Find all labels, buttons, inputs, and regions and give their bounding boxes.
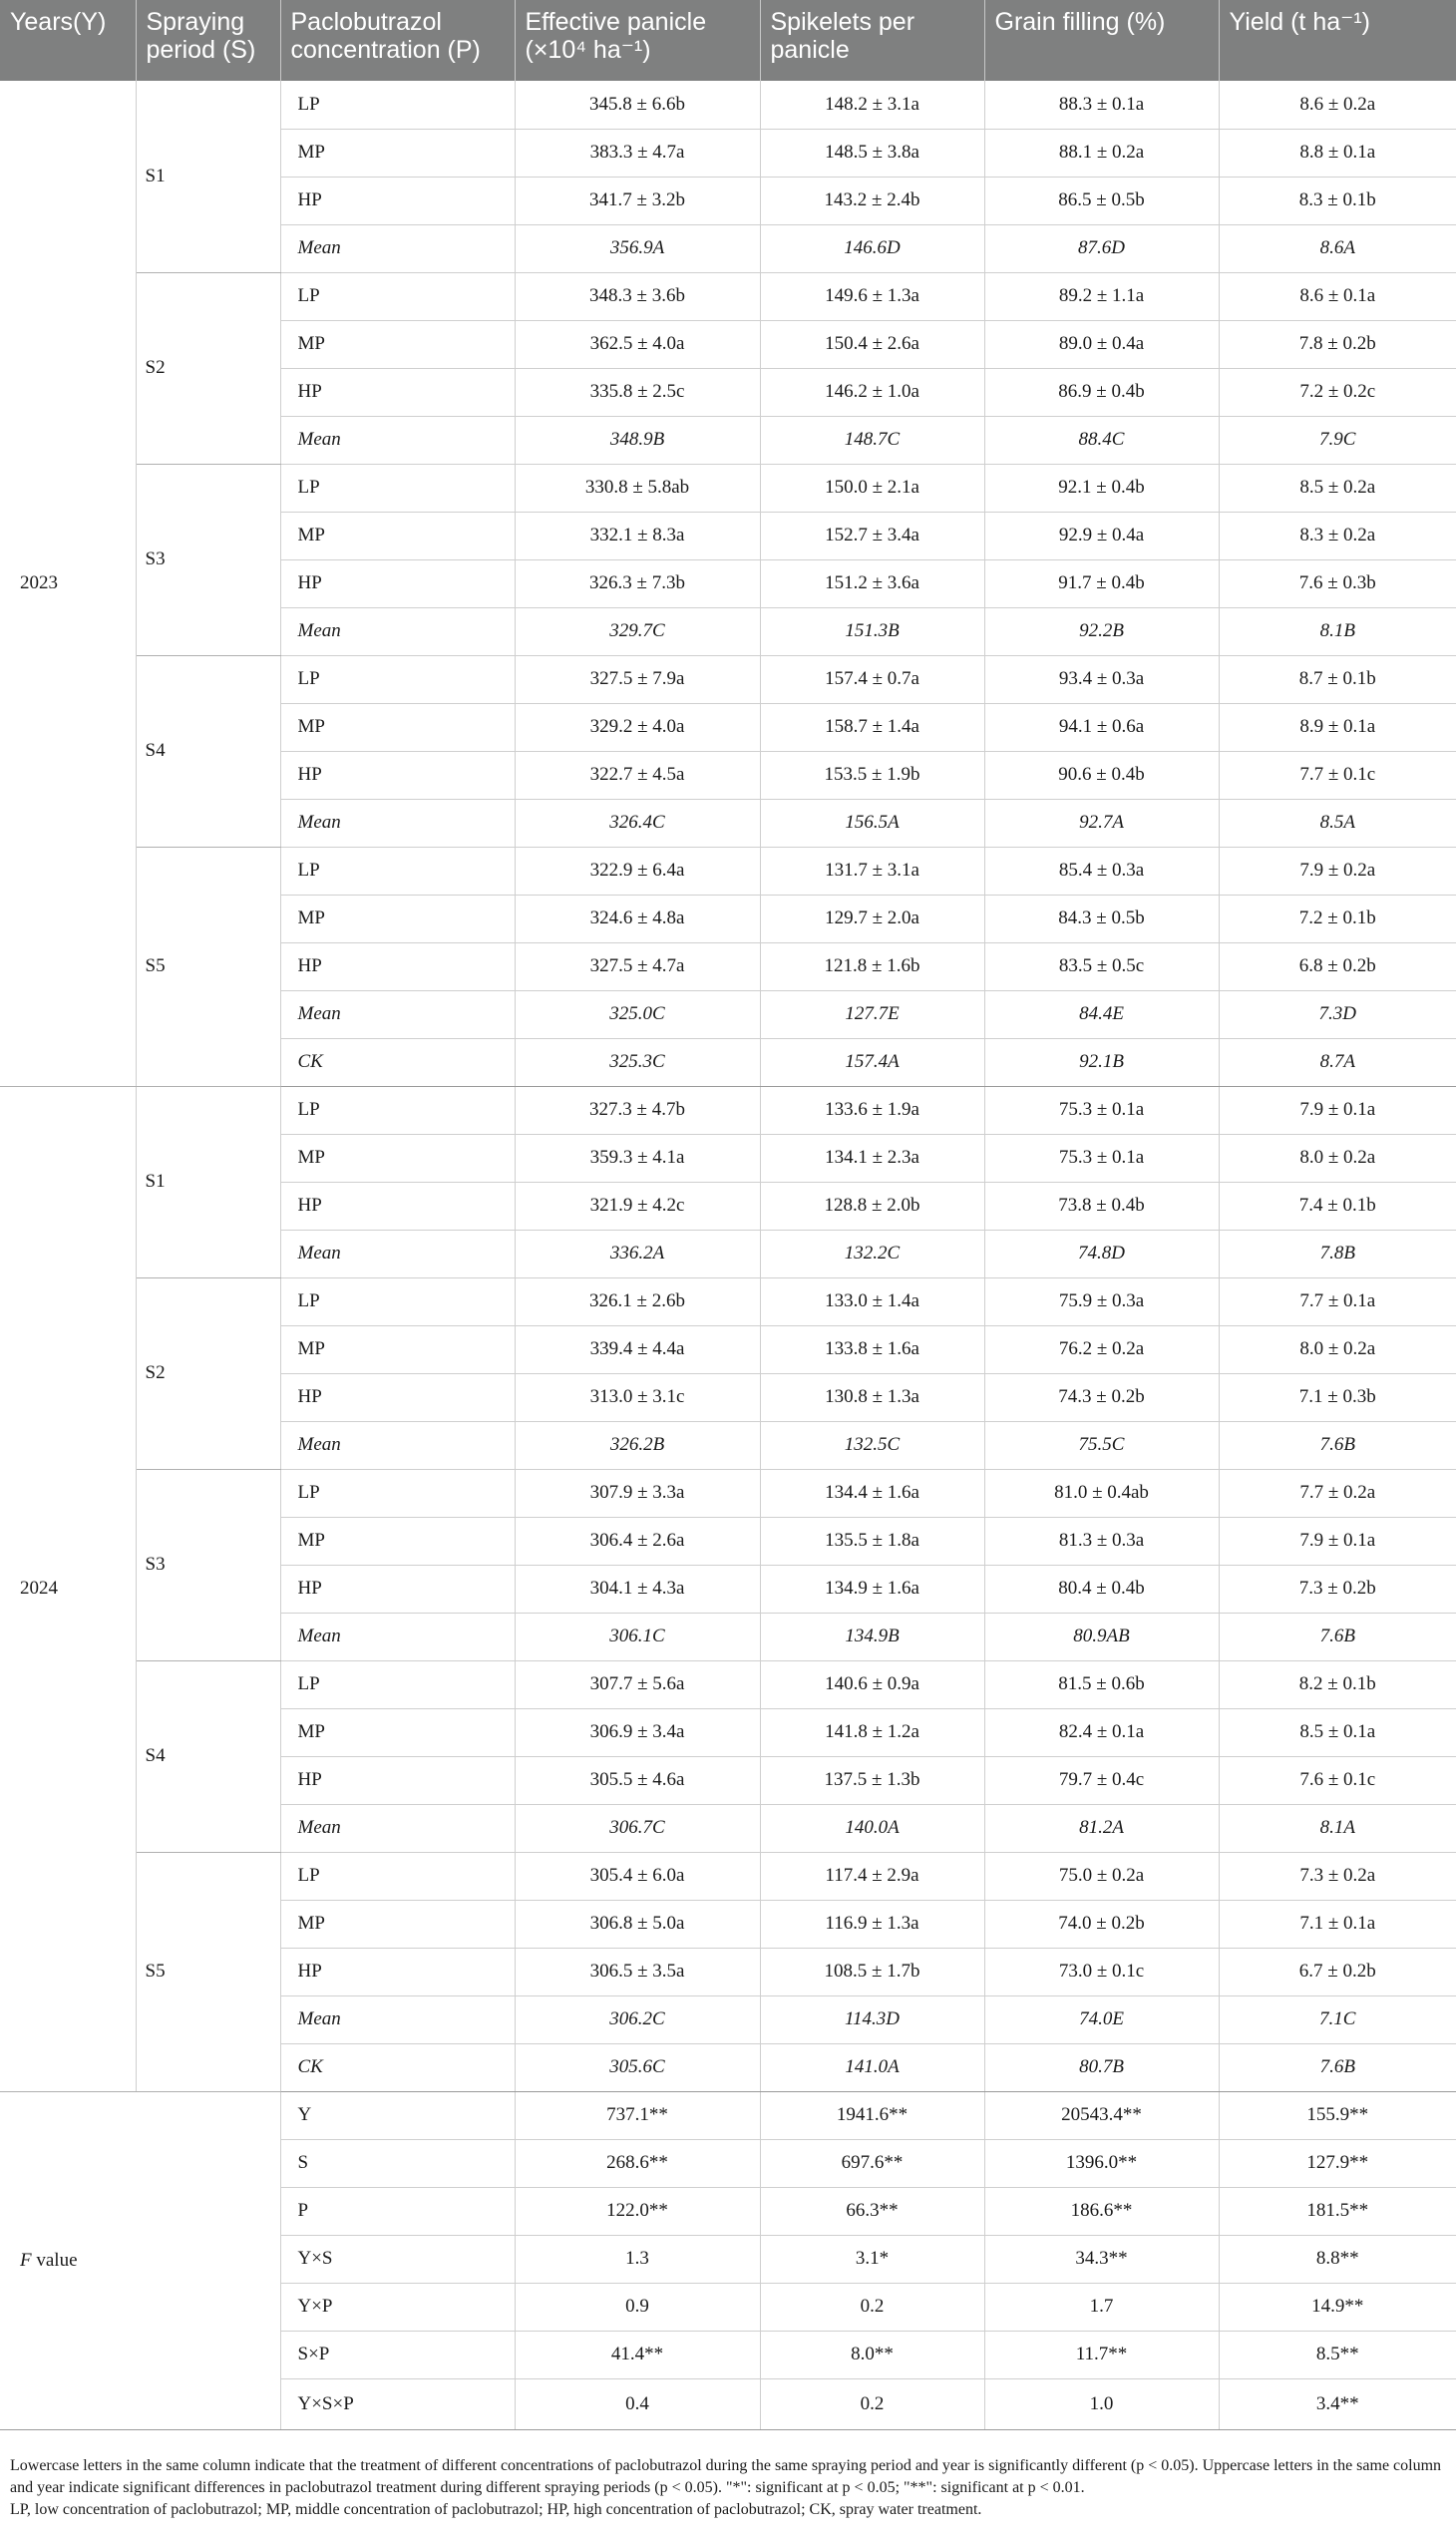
fvalue-italic-f: F [20, 2249, 32, 2271]
panicle-cell: 305.5 ± 4.6a [515, 1756, 760, 1804]
yield-cell: 7.3D [1219, 990, 1456, 1038]
yield-fvalue-cell: 181.5** [1219, 2187, 1456, 2235]
table-row [0, 655, 1456, 703]
yield-fvalue-cell: 3.4** [1219, 2378, 1456, 2429]
spikelets-fvalue-cell: 66.3** [760, 2187, 984, 2235]
year-cell: 2024 [0, 1086, 136, 2091]
concentration-cell: MP [280, 512, 515, 559]
panicle-cell: 306.5 ± 3.5a [515, 1948, 760, 1995]
yield-cell: 7.9 ± 0.1a [1219, 1517, 1456, 1565]
grain-cell: 93.4 ± 0.3a [984, 655, 1219, 703]
spikelets-cell: 140.6 ± 0.9a [760, 1660, 984, 1708]
concentration-cell: Mean [280, 416, 515, 464]
panicle-fvalue-cell: 268.6** [515, 2139, 760, 2187]
grain-cell: 73.8 ± 0.4b [984, 1182, 1219, 1230]
fvalue-factor-cell: Y×S [280, 2235, 515, 2283]
spikelets-cell: 135.5 ± 1.8a [760, 1517, 984, 1565]
grain-cell: 80.7B [984, 2043, 1219, 2091]
panicle-cell: 313.0 ± 3.1c [515, 1373, 760, 1421]
spikelets-cell: 114.3D [760, 1995, 984, 2043]
spikelets-cell: 146.6D [760, 224, 984, 272]
panicle-fvalue-cell: 1.3 [515, 2235, 760, 2283]
concentration-cell: HP [280, 177, 515, 224]
spikelets-cell: 134.9B [760, 1613, 984, 1660]
footnote-significance: Lowercase letters in the same column indicate that the treatment of different concentrations of paclobutrazol during the same spraying period and year is significantly different (p < 0.05). Uppercase letters in the same column and year indicate significant differences in paclobutrazol treatment during different spraying periods (p < 0.05). "*": significant at p < 0.05; "**": significant at p < 0.01. [10, 2457, 1442, 2496]
period-cell: S2 [136, 1277, 280, 1469]
concentration-cell: Mean [280, 990, 515, 1038]
concentration-cell: LP [280, 1660, 515, 1708]
grain-cell: 81.3 ± 0.3a [984, 1517, 1219, 1565]
concentration-cell: Mean [280, 1613, 515, 1660]
grain-cell: 80.4 ± 0.4b [984, 1565, 1219, 1613]
spikelets-cell: 134.9 ± 1.6a [760, 1565, 984, 1613]
spikelets-cell: 151.3B [760, 607, 984, 655]
panicle-cell: 307.9 ± 3.3a [515, 1469, 760, 1517]
grain-cell: 84.4E [984, 990, 1219, 1038]
table-row [0, 1660, 1456, 1708]
grain-cell: 75.3 ± 0.1a [984, 1086, 1219, 1134]
yield-cell: 7.7 ± 0.2a [1219, 1469, 1456, 1517]
grain-cell: 92.7A [984, 799, 1219, 847]
header-period: Spraying period (S) [136, 0, 280, 81]
spikelets-cell: 108.5 ± 1.7b [760, 1948, 984, 1995]
concentration-cell: HP [280, 1373, 515, 1421]
concentration-cell: HP [280, 1565, 515, 1613]
concentration-cell: Mean [280, 1421, 515, 1469]
fvalue-label-rest: value [31, 2249, 78, 2271]
yield-cell: 8.6A [1219, 224, 1456, 272]
header-yield: Yield (t ha⁻¹) [1219, 0, 1456, 81]
yield-cell: 8.7A [1219, 1038, 1456, 1086]
spikelets-cell: 134.1 ± 2.3a [760, 1134, 984, 1182]
header-concentration: Paclobutrazol concentration (P) [280, 0, 515, 81]
yield-cell: 8.0 ± 0.2a [1219, 1325, 1456, 1373]
yield-cell: 7.7 ± 0.1c [1219, 751, 1456, 799]
spikelets-fvalue-cell: 3.1* [760, 2235, 984, 2283]
table-row [0, 1852, 1456, 1900]
panicle-cell: 306.8 ± 5.0a [515, 1900, 760, 1948]
panicle-fvalue-cell: 0.4 [515, 2378, 760, 2429]
yield-fvalue-cell: 127.9** [1219, 2139, 1456, 2187]
concentration-cell: MP [280, 703, 515, 751]
panicle-cell: 348.3 ± 3.6b [515, 272, 760, 320]
grain-cell: 86.5 ± 0.5b [984, 177, 1219, 224]
yield-cell: 7.6B [1219, 1613, 1456, 1660]
grain-cell: 92.9 ± 0.4a [984, 512, 1219, 559]
grain-fvalue-cell: 1.7 [984, 2283, 1219, 2331]
table-row [0, 272, 1456, 320]
grain-cell: 89.0 ± 0.4a [984, 320, 1219, 368]
table-row [0, 847, 1456, 895]
concentration-cell: LP [280, 1852, 515, 1900]
panicle-cell: 348.9B [515, 416, 760, 464]
yield-cell: 8.1A [1219, 1804, 1456, 1852]
concentration-cell: LP [280, 464, 515, 512]
panicle-cell: 306.7C [515, 1804, 760, 1852]
yield-cell: 8.8 ± 0.1a [1219, 129, 1456, 177]
concentration-cell: HP [280, 1756, 515, 1804]
panicle-cell: 341.7 ± 3.2b [515, 177, 760, 224]
grain-cell: 74.8D [984, 1230, 1219, 1277]
table-row [0, 1469, 1456, 1517]
concentration-cell: MP [280, 1325, 515, 1373]
grain-fvalue-cell: 11.7** [984, 2331, 1219, 2378]
period-cell: S1 [136, 1086, 280, 1277]
yield-cell: 7.2 ± 0.2c [1219, 368, 1456, 416]
yield-cell: 7.3 ± 0.2b [1219, 1565, 1456, 1613]
spikelets-cell: 132.2C [760, 1230, 984, 1277]
spikelets-cell: 148.5 ± 3.8a [760, 129, 984, 177]
yield-cell: 7.4 ± 0.1b [1219, 1182, 1456, 1230]
concentration-cell: LP [280, 1469, 515, 1517]
concentration-cell: HP [280, 1182, 515, 1230]
period-cell: S4 [136, 655, 280, 847]
concentration-cell: HP [280, 368, 515, 416]
yield-cell: 7.6B [1219, 2043, 1456, 2091]
fvalue-factor-cell: S [280, 2139, 515, 2187]
panicle-cell: 327.5 ± 4.7a [515, 942, 760, 990]
concentration-cell: HP [280, 751, 515, 799]
spikelets-cell: 158.7 ± 1.4a [760, 703, 984, 751]
spikelets-cell: 151.2 ± 3.6a [760, 559, 984, 607]
grain-fvalue-cell: 34.3** [984, 2235, 1219, 2283]
spikelets-cell: 137.5 ± 1.3b [760, 1756, 984, 1804]
grain-cell: 92.1B [984, 1038, 1219, 1086]
panicle-fvalue-cell: 0.9 [515, 2283, 760, 2331]
concentration-cell: Mean [280, 799, 515, 847]
yield-cell: 8.6 ± 0.2a [1219, 81, 1456, 129]
grain-cell: 94.1 ± 0.6a [984, 703, 1219, 751]
header-spikelets: Spikelets per panicle [760, 0, 984, 81]
yield-cell: 7.6 ± 0.3b [1219, 559, 1456, 607]
table-row [0, 464, 1456, 512]
spikelets-cell: 133.6 ± 1.9a [760, 1086, 984, 1134]
grain-cell: 80.9AB [984, 1613, 1219, 1660]
table-row [0, 1277, 1456, 1325]
concentration-cell: LP [280, 81, 515, 129]
concentration-cell: MP [280, 129, 515, 177]
panicle-cell: 356.9A [515, 224, 760, 272]
yield-fvalue-cell: 14.9** [1219, 2283, 1456, 2331]
panicle-cell: 324.6 ± 4.8a [515, 895, 760, 942]
spikelets-cell: 150.0 ± 2.1a [760, 464, 984, 512]
panicle-cell: 325.0C [515, 990, 760, 1038]
panicle-cell: 359.3 ± 4.1a [515, 1134, 760, 1182]
grain-cell: 75.3 ± 0.1a [984, 1134, 1219, 1182]
concentration-cell: Mean [280, 224, 515, 272]
concentration-cell: LP [280, 847, 515, 895]
grain-cell: 92.1 ± 0.4b [984, 464, 1219, 512]
concentration-cell: CK [280, 1038, 515, 1086]
grain-cell: 90.6 ± 0.4b [984, 751, 1219, 799]
spikelets-cell: 141.0A [760, 2043, 984, 2091]
grain-fvalue-cell: 186.6** [984, 2187, 1219, 2235]
grain-cell: 86.9 ± 0.4b [984, 368, 1219, 416]
yield-cell: 7.1 ± 0.3b [1219, 1373, 1456, 1421]
concentration-cell: LP [280, 1086, 515, 1134]
spikelets-cell: 133.8 ± 1.6a [760, 1325, 984, 1373]
grain-fvalue-cell: 20543.4** [984, 2091, 1219, 2139]
spikelets-fvalue-cell: 8.0** [760, 2331, 984, 2378]
grain-cell: 81.2A [984, 1804, 1219, 1852]
panicle-cell: 326.4C [515, 799, 760, 847]
yield-cell: 7.3 ± 0.2a [1219, 1852, 1456, 1900]
fvalue-label [0, 2091, 280, 2429]
yield-cell: 8.3 ± 0.1b [1219, 177, 1456, 224]
grain-cell: 84.3 ± 0.5b [984, 895, 1219, 942]
grain-cell: 79.7 ± 0.4c [984, 1756, 1219, 1804]
year-cell: 2023 [0, 81, 136, 1086]
concentration-cell: MP [280, 1517, 515, 1565]
spikelets-cell: 157.4 ± 0.7a [760, 655, 984, 703]
panicle-cell: 327.3 ± 4.7b [515, 1086, 760, 1134]
grain-cell: 85.4 ± 0.3a [984, 847, 1219, 895]
yield-cell: 8.5A [1219, 799, 1456, 847]
concentration-cell: MP [280, 895, 515, 942]
table-footnote [10, 2455, 1446, 2521]
footnote-abbreviations: LP, low concentration of paclobutrazol; MP, middle concentration of paclobutrazol; HP, high concentration of paclobutrazol; CK, spray water treatment. [10, 2501, 982, 2518]
panicle-cell: 326.1 ± 2.6b [515, 1277, 760, 1325]
table-body [0, 81, 1456, 2429]
yield-cell: 8.6 ± 0.1a [1219, 272, 1456, 320]
grain-cell: 75.5C [984, 1421, 1219, 1469]
table-row [0, 1086, 1456, 1134]
grain-fvalue-cell: 1396.0** [984, 2139, 1219, 2187]
yield-cell: 8.5 ± 0.1a [1219, 1708, 1456, 1756]
grain-cell: 88.4C [984, 416, 1219, 464]
yield-cell: 7.6 ± 0.1c [1219, 1756, 1456, 1804]
fvalue-factor-cell: Y [280, 2091, 515, 2139]
grain-cell: 87.6D [984, 224, 1219, 272]
panicle-cell: 329.2 ± 4.0a [515, 703, 760, 751]
spikelets-fvalue-cell: 697.6** [760, 2139, 984, 2187]
header-years: Years(Y) [0, 0, 136, 81]
spikelets-cell: 143.2 ± 2.4b [760, 177, 984, 224]
concentration-cell: Mean [280, 607, 515, 655]
panicle-cell: 332.1 ± 8.3a [515, 512, 760, 559]
concentration-cell: MP [280, 1900, 515, 1948]
panicle-cell: 305.4 ± 6.0a [515, 1852, 760, 1900]
fvalue-factor-cell: Y×S×P [280, 2378, 515, 2429]
spikelets-cell: 157.4A [760, 1038, 984, 1086]
concentration-cell: Mean [280, 1230, 515, 1277]
panicle-cell: 326.2B [515, 1421, 760, 1469]
panicle-cell: 339.4 ± 4.4a [515, 1325, 760, 1373]
spikelets-cell: 141.8 ± 1.2a [760, 1708, 984, 1756]
yield-fvalue-cell: 8.8** [1219, 2235, 1456, 2283]
spikelets-fvalue-cell: 0.2 [760, 2283, 984, 2331]
spikelets-cell: 140.0A [760, 1804, 984, 1852]
panicle-cell: 304.1 ± 4.3a [515, 1565, 760, 1613]
spikelets-cell: 127.7E [760, 990, 984, 1038]
panicle-cell: 321.9 ± 4.2c [515, 1182, 760, 1230]
panicle-fvalue-cell: 41.4** [515, 2331, 760, 2378]
yield-cell: 7.1C [1219, 1995, 1456, 2043]
concentration-cell: CK [280, 2043, 515, 2091]
panicle-cell: 383.3 ± 4.7a [515, 129, 760, 177]
yield-cell: 7.6B [1219, 1421, 1456, 1469]
concentration-cell: Mean [280, 1995, 515, 2043]
yield-cell: 8.1B [1219, 607, 1456, 655]
spikelets-cell: 128.8 ± 2.0b [760, 1182, 984, 1230]
period-cell: S4 [136, 1660, 280, 1852]
panicle-cell: 335.8 ± 2.5c [515, 368, 760, 416]
period-cell: S2 [136, 272, 280, 464]
yield-cell: 7.2 ± 0.1b [1219, 895, 1456, 942]
yield-cell: 6.8 ± 0.2b [1219, 942, 1456, 990]
spikelets-cell: 130.8 ± 1.3a [760, 1373, 984, 1421]
concentration-cell: LP [280, 272, 515, 320]
panicle-cell: 306.1C [515, 1613, 760, 1660]
period-cell: S3 [136, 1469, 280, 1660]
concentration-cell: MP [280, 320, 515, 368]
grain-cell: 81.5 ± 0.6b [984, 1660, 1219, 1708]
yield-cell: 7.8B [1219, 1230, 1456, 1277]
spikelets-cell: 150.4 ± 2.6a [760, 320, 984, 368]
grain-cell: 74.3 ± 0.2b [984, 1373, 1219, 1421]
spikelets-fvalue-cell: 0.2 [760, 2378, 984, 2429]
spikelets-cell: 149.6 ± 1.3a [760, 272, 984, 320]
grain-cell: 74.0E [984, 1995, 1219, 2043]
grain-fvalue-cell: 1.0 [984, 2378, 1219, 2429]
grain-cell: 83.5 ± 0.5c [984, 942, 1219, 990]
spikelets-cell: 117.4 ± 2.9a [760, 1852, 984, 1900]
yield-fvalue-cell: 8.5** [1219, 2331, 1456, 2378]
grain-cell: 92.2B [984, 607, 1219, 655]
panicle-cell: 325.3C [515, 1038, 760, 1086]
spikelets-cell: 133.0 ± 1.4a [760, 1277, 984, 1325]
spikelets-cell: 152.7 ± 3.4a [760, 512, 984, 559]
panicle-cell: 330.8 ± 5.8ab [515, 464, 760, 512]
panicle-cell: 362.5 ± 4.0a [515, 320, 760, 368]
concentration-cell: MP [280, 1134, 515, 1182]
yield-cell: 7.7 ± 0.1a [1219, 1277, 1456, 1325]
yield-cell: 8.7 ± 0.1b [1219, 655, 1456, 703]
spikelets-cell: 131.7 ± 3.1a [760, 847, 984, 895]
panicle-cell: 326.3 ± 7.3b [515, 559, 760, 607]
panicle-cell: 306.9 ± 3.4a [515, 1708, 760, 1756]
spikelets-cell: 148.2 ± 3.1a [760, 81, 984, 129]
yield-cell: 8.0 ± 0.2a [1219, 1134, 1456, 1182]
yield-cell: 7.9 ± 0.1a [1219, 1086, 1456, 1134]
grain-cell: 76.2 ± 0.2a [984, 1325, 1219, 1373]
concentration-cell: HP [280, 942, 515, 990]
period-cell: S1 [136, 81, 280, 272]
fvalue-factor-cell: S×P [280, 2331, 515, 2378]
grain-cell: 74.0 ± 0.2b [984, 1900, 1219, 1948]
grain-cell: 88.1 ± 0.2a [984, 129, 1219, 177]
concentration-cell: HP [280, 1948, 515, 1995]
panicle-cell: 305.6C [515, 2043, 760, 2091]
panicle-cell: 345.8 ± 6.6b [515, 81, 760, 129]
yield-cell: 8.3 ± 0.2a [1219, 512, 1456, 559]
spikelets-cell: 134.4 ± 1.6a [760, 1469, 984, 1517]
header-row [0, 0, 1456, 81]
spikelets-cell: 153.5 ± 1.9b [760, 751, 984, 799]
panicle-fvalue-cell: 122.0** [515, 2187, 760, 2235]
spikelets-cell: 146.2 ± 1.0a [760, 368, 984, 416]
concentration-cell: LP [280, 1277, 515, 1325]
panicle-cell: 306.2C [515, 1995, 760, 2043]
period-cell: S5 [136, 1852, 280, 2091]
yield-cell: 7.9C [1219, 416, 1456, 464]
spikelets-cell: 148.7C [760, 416, 984, 464]
spikelets-cell: 129.7 ± 2.0a [760, 895, 984, 942]
spikelets-cell: 156.5A [760, 799, 984, 847]
fvalue-factor-cell: P [280, 2187, 515, 2235]
panicle-cell: 327.5 ± 7.9a [515, 655, 760, 703]
yield-cell: 8.5 ± 0.2a [1219, 464, 1456, 512]
fvalue-factor-cell: Y×P [280, 2283, 515, 2331]
header-panicle: Effective panicle (×10⁴ ha⁻¹) [515, 0, 760, 81]
concentration-cell: Mean [280, 1804, 515, 1852]
period-cell: S5 [136, 847, 280, 1086]
concentration-cell: LP [280, 655, 515, 703]
panicle-cell: 306.4 ± 2.6a [515, 1517, 760, 1565]
yield-cell: 7.8 ± 0.2b [1219, 320, 1456, 368]
grain-cell: 75.0 ± 0.2a [984, 1852, 1219, 1900]
spikelets-cell: 132.5C [760, 1421, 984, 1469]
yield-fvalue-cell: 155.9** [1219, 2091, 1456, 2139]
panicle-cell: 336.2A [515, 1230, 760, 1277]
grain-cell: 81.0 ± 0.4ab [984, 1469, 1219, 1517]
grain-cell: 89.2 ± 1.1a [984, 272, 1219, 320]
spikelets-cell: 121.8 ± 1.6b [760, 942, 984, 990]
panicle-fvalue-cell: 737.1** [515, 2091, 760, 2139]
panicle-cell: 307.7 ± 5.6a [515, 1660, 760, 1708]
table-row [0, 2091, 1456, 2139]
grain-cell: 88.3 ± 0.1a [984, 81, 1219, 129]
concentration-cell: HP [280, 559, 515, 607]
grain-cell: 75.9 ± 0.3a [984, 1277, 1219, 1325]
spikelets-fvalue-cell: 1941.6** [760, 2091, 984, 2139]
yield-cell: 8.9 ± 0.1a [1219, 703, 1456, 751]
grain-cell: 82.4 ± 0.1a [984, 1708, 1219, 1756]
concentration-cell: MP [280, 1708, 515, 1756]
yield-cell: 6.7 ± 0.2b [1219, 1948, 1456, 1995]
panicle-cell: 322.7 ± 4.5a [515, 751, 760, 799]
grain-cell: 91.7 ± 0.4b [984, 559, 1219, 607]
period-cell: S3 [136, 464, 280, 655]
grain-cell: 73.0 ± 0.1c [984, 1948, 1219, 1995]
panicle-cell: 322.9 ± 6.4a [515, 847, 760, 895]
table-row [0, 81, 1456, 129]
spikelets-cell: 116.9 ± 1.3a [760, 1900, 984, 1948]
yield-cell: 7.1 ± 0.1a [1219, 1900, 1456, 1948]
yield-cell: 8.2 ± 0.1b [1219, 1660, 1456, 1708]
header-grain: Grain filling (%) [984, 0, 1219, 81]
panicle-cell: 329.7C [515, 607, 760, 655]
yield-cell: 7.9 ± 0.2a [1219, 847, 1456, 895]
